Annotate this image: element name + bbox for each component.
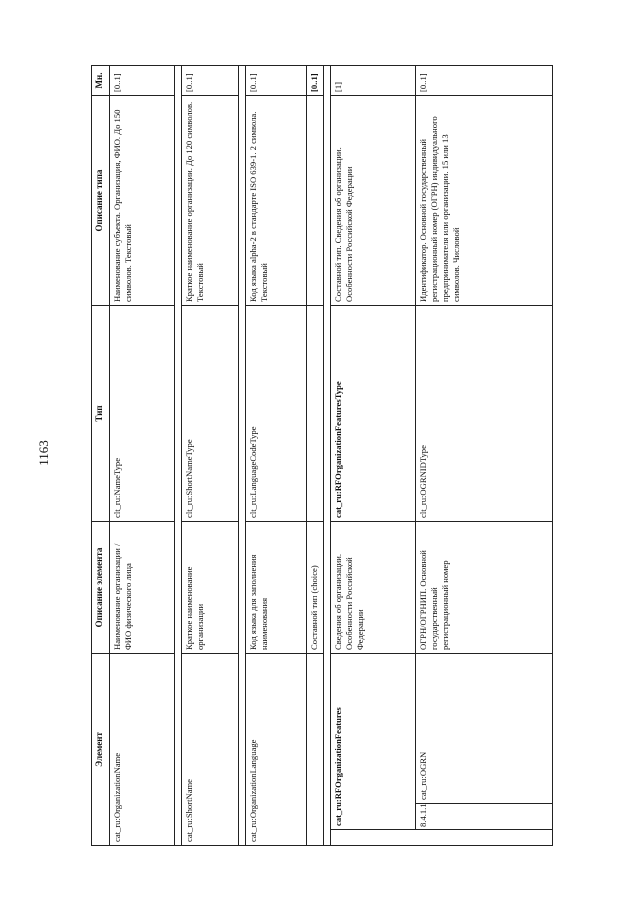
cell-type-description: Составной тип. Сведения об организации. Особенности Российской Федерации [330, 96, 415, 306]
cell-element-description: Сведения об организации. Особенности Российской Федерации [330, 522, 415, 654]
cell-multiplicity: [1] [330, 66, 415, 96]
cell-element-description: Код языка для заполнения наименования [245, 522, 306, 654]
cell-type: clt_ru:LanguageCodeType [245, 306, 306, 522]
cell-multiplicity: [0..1] [181, 66, 238, 96]
cell-element: cat_ru:OrganizationName [109, 654, 174, 846]
cell-element-description: Наименование организации / ФИО физического лица [109, 522, 174, 654]
cell-type: clt_ru:ShortNameType [181, 306, 238, 522]
header-type: Тип [92, 306, 110, 522]
cell-type-description-empty [306, 96, 323, 306]
cell-type-description: Идентификатор. Основной государственный регистрационный номер (ОГРН) индивидуального предпринимателя или организации. 15 или 13 символов. Числовой [415, 96, 552, 306]
table-header-row [92, 66, 110, 846]
header-element-description: Описание элемента [92, 522, 110, 654]
cell-element-empty [306, 654, 323, 846]
specification-table [91, 65, 553, 846]
header-multiplicity: Мн. [92, 66, 110, 96]
cell-element-description: Краткое наименование организации [181, 522, 238, 654]
table-gap-row [323, 66, 330, 846]
table-row [415, 66, 552, 846]
table-gap-row [174, 66, 181, 846]
cell-type-description: Краткое наименование организации. До 120 символов. Текстовый [181, 96, 238, 306]
cell-multiplicity: [0..1] [245, 66, 306, 96]
cell-multiplicity: [0..1] [415, 66, 552, 96]
header-element: Элемент [92, 654, 110, 846]
cell-element: cat_ru:ShortName [181, 654, 238, 846]
cell-choice-label: Составной тип (choice) [306, 522, 323, 654]
cell-element: cat_ru:OrganizationLanguage [245, 654, 306, 846]
table-row [109, 66, 174, 846]
table-gap-row [238, 66, 245, 846]
cell-type: clt_ru:OGRNIDType [415, 306, 552, 522]
table-row [181, 66, 238, 846]
table-row [245, 66, 306, 846]
cell-indent [330, 830, 552, 846]
cell-type: clt_ru:NameType [109, 306, 174, 522]
cell-type-empty [306, 306, 323, 522]
page-number: 1163 [36, 440, 51, 466]
cell-element: cat_ru:OGRN [415, 654, 552, 804]
header-type-description: Описание типа [92, 96, 110, 306]
cell-type: cat_ru:RFOrganizationFeaturesType [330, 306, 415, 522]
table-row [306, 66, 323, 846]
cell-type-description: Наименование субъекта. Организация, ФИО. До 150 символов. Текстовый [109, 96, 174, 306]
cell-type-description: Код языка alpha-2 в стандарте ISO 639-1. 2 символа. Текстовый [245, 96, 306, 306]
rotated-table-wrapper [91, 66, 531, 846]
cell-row-number: 8.4.1.1 [415, 804, 552, 830]
table-row [330, 66, 415, 846]
cell-multiplicity: [0..1] [109, 66, 174, 96]
cell-element: cat_ru:RFOrganizationFeatures [330, 654, 415, 830]
cell-multiplicity: [0..1] [306, 66, 323, 96]
cell-element-description: ОГРН/ОГРНИП. Основной государственный регистрационный номер [415, 522, 552, 654]
